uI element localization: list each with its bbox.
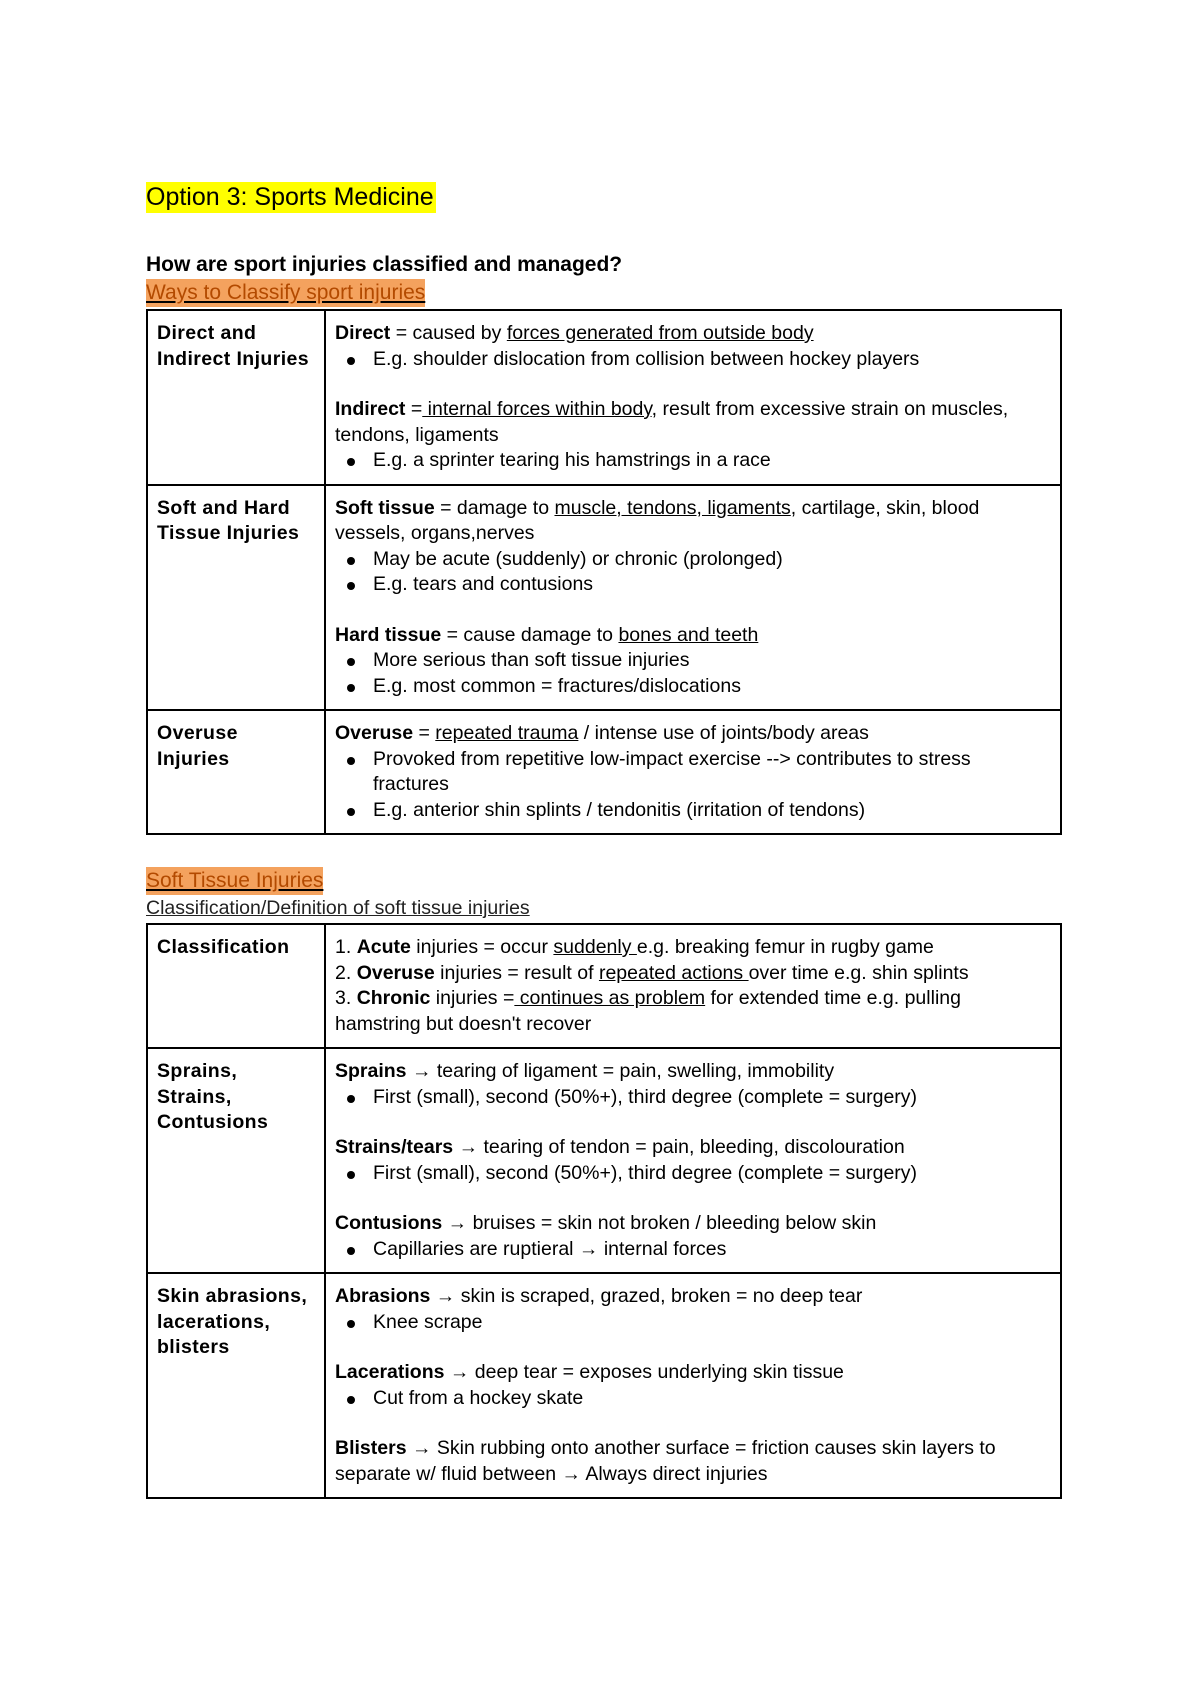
- row-value: 1. Acute injuries = occur suddenly e.g. breaking femur in rugby game 2. Overuse injuries = result of repeated actions over time e.g. shin splints 3. Chronic injuries = continues as problem for extended time e.g. pulling hamstring but doesn't recover: [325, 924, 1061, 1048]
- row-value: Direct = caused by forces generated from outside body E.g. shoulder dislocation from collision between hockey players Indirect = internal forces within body, result from excessive strain on muscles, tendons, ligaments E.g. a sprinter tearing his hamstrings in a race: [325, 310, 1061, 485]
- list-item: First (small), second (50%+), third degree (complete = surgery): [373, 1085, 1051, 1111]
- list-item: E.g. most common = fractures/dislocations: [373, 674, 1051, 700]
- question-heading: How are sport injuries classified and managed?: [146, 253, 623, 276]
- list-item: E.g. anterior shin splints / tendonitis (irritation of tendons): [373, 798, 1051, 824]
- list-item: First (small), second (50%+), third degree (complete = surgery): [373, 1161, 1051, 1187]
- table-row: [147, 924, 1061, 1048]
- table-row: [147, 310, 1061, 485]
- row-key: Classification: [147, 924, 325, 1048]
- table-row: [147, 710, 1061, 834]
- list-item: E.g. shoulder dislocation from collision between hockey players: [373, 347, 1051, 373]
- list-item: More serious than soft tissue injuries: [373, 648, 1051, 674]
- list-item: Provoked from repetitive low-impact exercise --> contributes to stress fractures: [373, 747, 1051, 798]
- list-item: E.g. a sprinter tearing his hamstrings in a race: [373, 448, 1051, 474]
- list-item: Cut from a hockey skate: [373, 1386, 1051, 1412]
- row-key: Direct and Indirect Injuries: [147, 310, 325, 485]
- row-key: Skin abrasions, lacerations, blisters: [147, 1273, 325, 1498]
- soft-tissue-table: [146, 923, 1062, 1499]
- page-title: Option 3: Sports Medicine: [146, 183, 434, 211]
- row-key: Overuse Injuries: [147, 710, 325, 834]
- table-row: [147, 485, 1061, 711]
- row-value: Sprains → tearing of ligament = pain, swelling, immobility First (small), second (50%+), third degree (complete = surgery) Strains/tears → tearing of tendon = pain, bleeding, discolouration First (small), second (50%+), third degree (complete = surgery) Contusions → bruises = skin not broken / bleeding below skin Capillaries are ruptieral → internal forces: [325, 1048, 1061, 1273]
- table-row: [147, 1048, 1061, 1273]
- document-page: [146, 182, 1062, 1499]
- table-row: [147, 1273, 1061, 1498]
- section-label-soft-tissue: Soft Tissue Injuries: [146, 867, 323, 895]
- list-item: Capillaries are ruptieral → internal forces: [373, 1237, 1051, 1263]
- section-sublabel: Classification/Definition of soft tissue injuries: [146, 897, 530, 919]
- row-value: Abrasions → skin is scraped, grazed, broken = no deep tear Knee scrape Lacerations → deep tear = exposes underlying skin tissue Cut from a hockey skate Blisters → Skin rubbing onto another surface = friction causes skin layers to separate w/ fluid between → Always direct injuries: [325, 1273, 1061, 1498]
- classify-table: [146, 309, 1062, 835]
- row-value: Overuse = repeated trauma / intense use of joints/body areas Provoked from repetitive low-impact exercise --> contributes to stress fractures E.g. anterior shin splints / tendonitis (irritation of tendons): [325, 710, 1061, 834]
- list-item: May be acute (suddenly) or chronic (prolonged): [373, 547, 1051, 573]
- row-key: Soft and Hard Tissue Injuries: [147, 485, 325, 711]
- row-value: Soft tissue = damage to muscle, tendons, ligaments, cartilage, skin, blood vessels, organs,nerves May be acute (suddenly) or chronic (prolonged) E.g. tears and contusions Hard tissue = cause damage to bones and teeth More serious than soft tissue injuries E.g. most common = fractures/dislocations: [325, 485, 1061, 711]
- list-item: E.g. tears and contusions: [373, 572, 1051, 598]
- list-item: Knee scrape: [373, 1310, 1051, 1336]
- section-label-classify: Ways to Classify sport injuries: [146, 279, 425, 307]
- row-key: Sprains, Strains, Contusions: [147, 1048, 325, 1273]
